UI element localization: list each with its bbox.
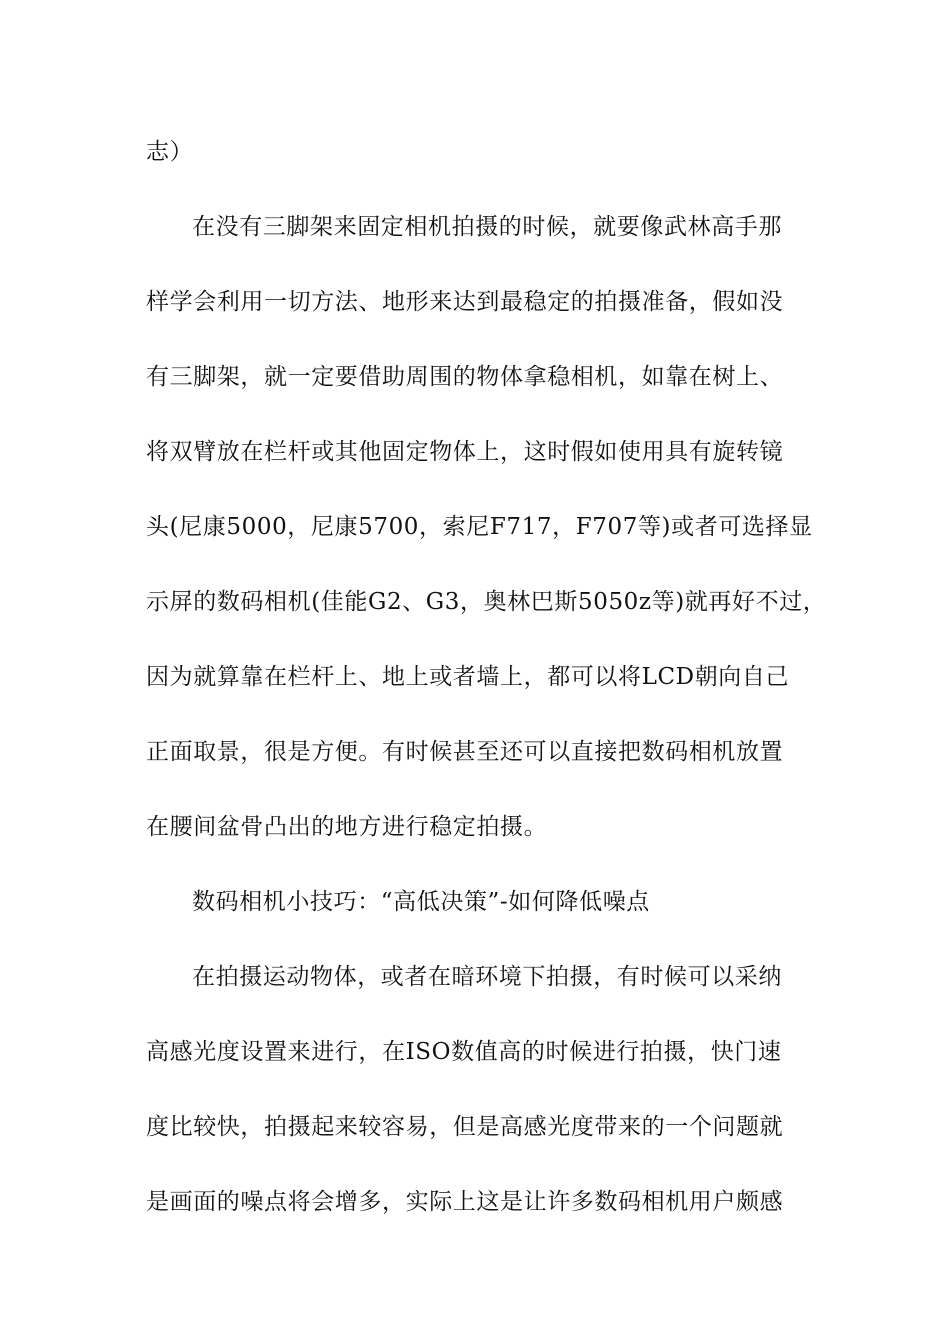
paragraph-line: 在腰间盆骨凸出的地方进行稳定拍摄。 [146, 814, 548, 840]
paragraph-line: 将双臂放在栏杆或其他固定物体上，这时假如使用具有旋转镜 [146, 439, 784, 465]
paragraph-line: 正面取景，很是方便。有时候甚至还可以直接把数码相机放置 [146, 739, 784, 765]
paragraph-line: 是画面的噪点将会增多，实际上这是让许多数码相机用户颇感 [146, 1189, 784, 1215]
paragraph-line: 度比较快，拍摄起来较容易，但是高感光度带来的一个问题就 [146, 1114, 784, 1140]
paragraph-line: 头(尼康5000，尼康5700，索尼F717，F707等)或者可选择显 [146, 514, 813, 540]
paragraph-line: 在拍摄运动物体，或者在暗环境下拍摄，有时候可以采纳 [192, 964, 782, 990]
section-heading: 数码相机小技巧：“高低决策”-如何降低噪点 [192, 889, 650, 915]
paragraph-line: 示屏的数码相机(佳能G2、G3，奥林巴斯5050z等)就再好不过， [146, 589, 827, 615]
paragraph-line: 高感光度设置来进行，在ISO数值高的时候进行拍摄，快门速 [146, 1039, 782, 1065]
paragraph-line: 因为就算靠在栏杆上、地上或者墙上，都可以将LCD朝向自己 [146, 664, 790, 690]
paragraph-line: 有三脚架，就一定要借助周围的物体拿稳相机，如靠在树上、 [146, 364, 784, 390]
paragraph-line: 在没有三脚架来固定相机拍摄的时候，就要像武林高手那 [192, 214, 782, 240]
paragraph-line: 样学会利用一切方法、地形来达到最稳定的拍摄准备，假如没 [146, 289, 784, 315]
paragraph-line: 志） [146, 139, 194, 165]
